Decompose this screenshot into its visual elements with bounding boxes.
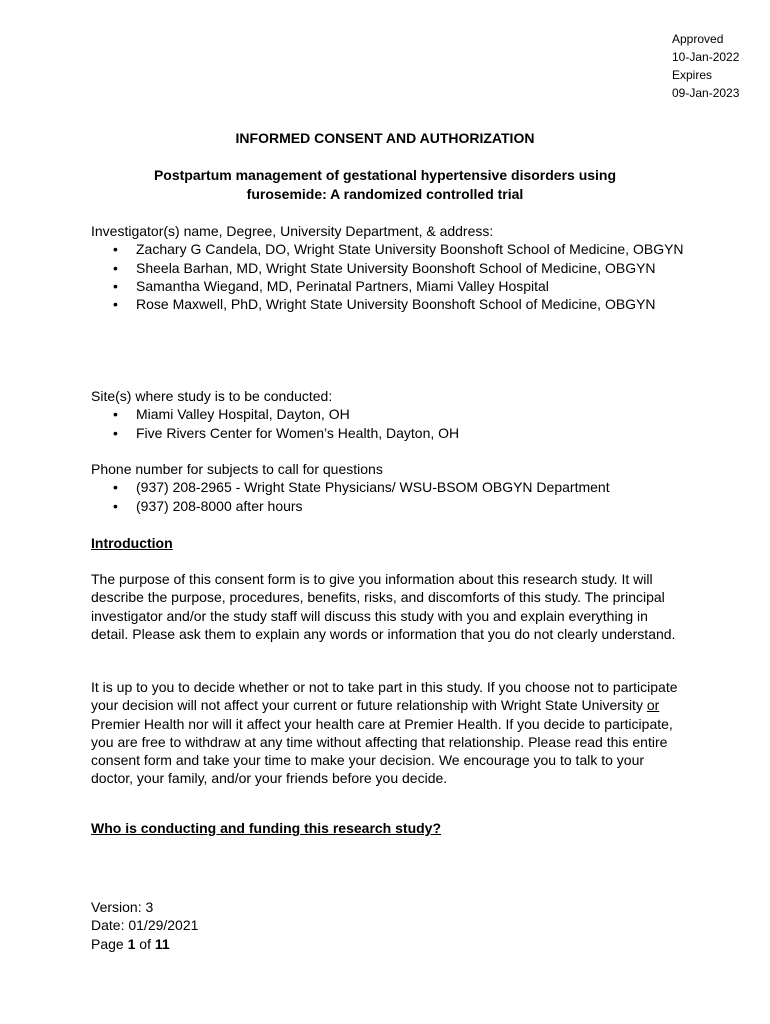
introduction-paragraph-1-text: The purpose of this consent form is to give you information about this research study. It will describe the purpose, procedures, benefits, risks, and discomforts of this study. The principal investigator and/or the study staff will discuss this study with you and explain everything in detail. Please ask them to explain any words or information that you do not clearly understand. xyxy=(91,571,676,642)
site-item: • Miami Valley Hospital, Dayton, OH xyxy=(91,405,701,423)
introduction-heading-wrap xyxy=(91,535,701,553)
footer-version: Version: 3 xyxy=(91,899,154,915)
page-total: 11 xyxy=(154,935,170,952)
study-title-line-2: furosemide: A randomized controlled trial xyxy=(246,186,524,202)
expires-date: 09-Jan-2023 xyxy=(672,86,740,100)
approval-status: Approved xyxy=(672,32,724,46)
funding-heading-wrap xyxy=(91,820,701,838)
site-item: • Five Rivers Center for Women’s Health, Dayton, OH xyxy=(91,424,701,442)
page-footer xyxy=(91,898,198,953)
introduction-paragraph-1 xyxy=(91,570,687,643)
funding-heading: Who is conducting and funding this research study? xyxy=(91,820,442,836)
investigators-heading: Investigator(s) name, Degree, University Department, & address: xyxy=(91,223,494,239)
sites-section xyxy=(91,387,701,442)
investigators-list xyxy=(91,240,701,313)
footer-page-number xyxy=(91,935,198,953)
study-title xyxy=(110,166,660,204)
sites-list xyxy=(91,405,701,442)
sites-heading: Site(s) where study is to be conducted: xyxy=(91,388,333,404)
footer-date: Date: 01/29/2021 xyxy=(91,917,199,934)
investigator-item: • Rose Maxwell, PhD, Wright State University Boonshoft School of Medicine, OBGYN xyxy=(91,295,701,313)
study-title-line-1: Postpartum management of gestational hypertensive disorders using xyxy=(153,167,617,183)
introduction-paragraph-2-text xyxy=(91,678,687,788)
investigator-item: • Zachary G Candela, DO, Wright State University Boonshoft School of Medicine, OBGYN xyxy=(91,240,701,258)
investigators-section xyxy=(91,222,701,313)
phones-heading: Phone number for subjects to call for questions xyxy=(91,461,383,477)
phones-section xyxy=(91,460,701,515)
paragraph-2-after: Premier Health nor will it affect your health care at Premier Health. If you decide to participate, you are free to withdraw at any time without affecting that relationship. Please read this entire consent form and take your time to make your decision. We encourage you to talk to your doctor, your family, and/or your friends before you decide. xyxy=(91,715,673,787)
approval-stamp xyxy=(672,30,739,102)
phones-list xyxy=(91,478,701,515)
paragraph-2-or: or xyxy=(646,697,660,714)
phone-item: • (937) 208-2965 - Wright State Physicians/ WSU-BSOM OBGYN Department xyxy=(91,478,701,496)
expires-label: Expires xyxy=(672,68,713,82)
document-title: INFORMED CONSENT AND AUTHORIZATION xyxy=(235,130,535,146)
introduction-paragraph-2 xyxy=(91,678,687,788)
investigator-item: • Samantha Wiegand, MD, Perinatal Partners, Miami Valley Hospital xyxy=(91,277,701,295)
introduction-heading: Introduction xyxy=(91,535,173,551)
page-of: of xyxy=(135,935,155,952)
phone-item: • (937) 208-8000 after hours xyxy=(91,497,701,515)
paragraph-2-before: It is up to you to decide whether or not to take part in this study. If you choose not to participate your decision will not affect your current or future relationship with Wright State University xyxy=(91,679,678,714)
page-current: 1 xyxy=(127,935,136,952)
page-prefix: Page xyxy=(91,935,128,952)
approval-date: 10-Jan-2022 xyxy=(672,50,740,64)
investigator-item: • Sheela Barhan, MD, Wright State University Boonshoft School of Medicine, OBGYN xyxy=(91,259,701,277)
